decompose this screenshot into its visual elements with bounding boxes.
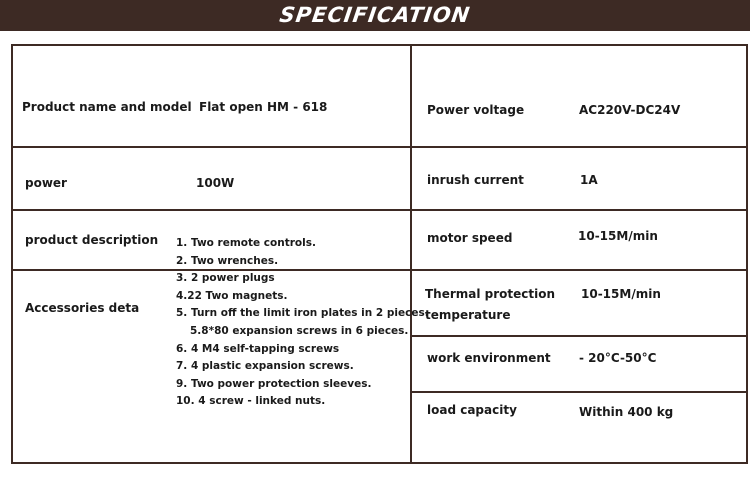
accessories-list <box>176 235 429 411</box>
row-divider <box>411 146 746 148</box>
list-item: 10. 4 screw - linked nuts. <box>176 395 326 408</box>
list-item: 5.8*80 expansion screws in 6 pieces. <box>190 324 409 337</box>
product-name-label: Product name and model <box>22 100 192 114</box>
row-divider <box>411 209 746 211</box>
product-description-label: product description <box>25 233 159 247</box>
list-item: 7. 4 plastic expansion screws. <box>176 360 354 373</box>
power-voltage-value: AC220V-DC24V <box>579 103 681 117</box>
row-divider <box>13 146 411 148</box>
motor-speed-label: motor speed <box>427 231 513 245</box>
inrush-current-label: inrush current <box>427 173 524 187</box>
list-item: 2. Two wrenches. <box>176 254 279 267</box>
power-label: power <box>25 176 67 190</box>
list-item: 4.22 Two magnets. <box>176 289 288 302</box>
title-banner <box>0 0 750 31</box>
list-item: 5. Turn off the limit iron plates in 2 pieces. <box>176 307 429 320</box>
accessories-label: Accessories deta <box>25 301 140 315</box>
work-environment-value: - 20°C-50°C <box>579 351 657 365</box>
row-divider <box>411 335 746 337</box>
banner-title: SPECIFICATION <box>278 3 472 27</box>
row-divider <box>411 391 746 393</box>
inrush-current-value: 1A <box>580 173 598 187</box>
load-capacity-value: Within 400 kg <box>579 405 674 419</box>
load-capacity-label: load capacity <box>427 403 517 417</box>
thermal-protection-value: 10-15M/min <box>581 287 661 301</box>
thermal-protection-label-line2: temperature <box>425 308 511 322</box>
row-divider <box>13 209 411 211</box>
thermal-protection-label-line1: Thermal protection <box>425 287 556 301</box>
row-divider <box>411 269 746 271</box>
motor-speed-value: 10-15M/min <box>578 229 658 243</box>
power-voltage-label: Power voltage <box>427 103 525 117</box>
list-item: 6. 4 M4 self-tapping screws <box>176 342 340 355</box>
product-name-value: Flat open HM - 618 <box>199 100 328 114</box>
list-item: 1. Two remote controls. <box>176 237 316 249</box>
list-item: 9. Two power protection sleeves. <box>176 377 372 390</box>
power-value: 100W <box>196 176 235 190</box>
list-item: 3. 2 power plugs <box>176 272 275 285</box>
work-environment-label: work environment <box>427 351 551 365</box>
